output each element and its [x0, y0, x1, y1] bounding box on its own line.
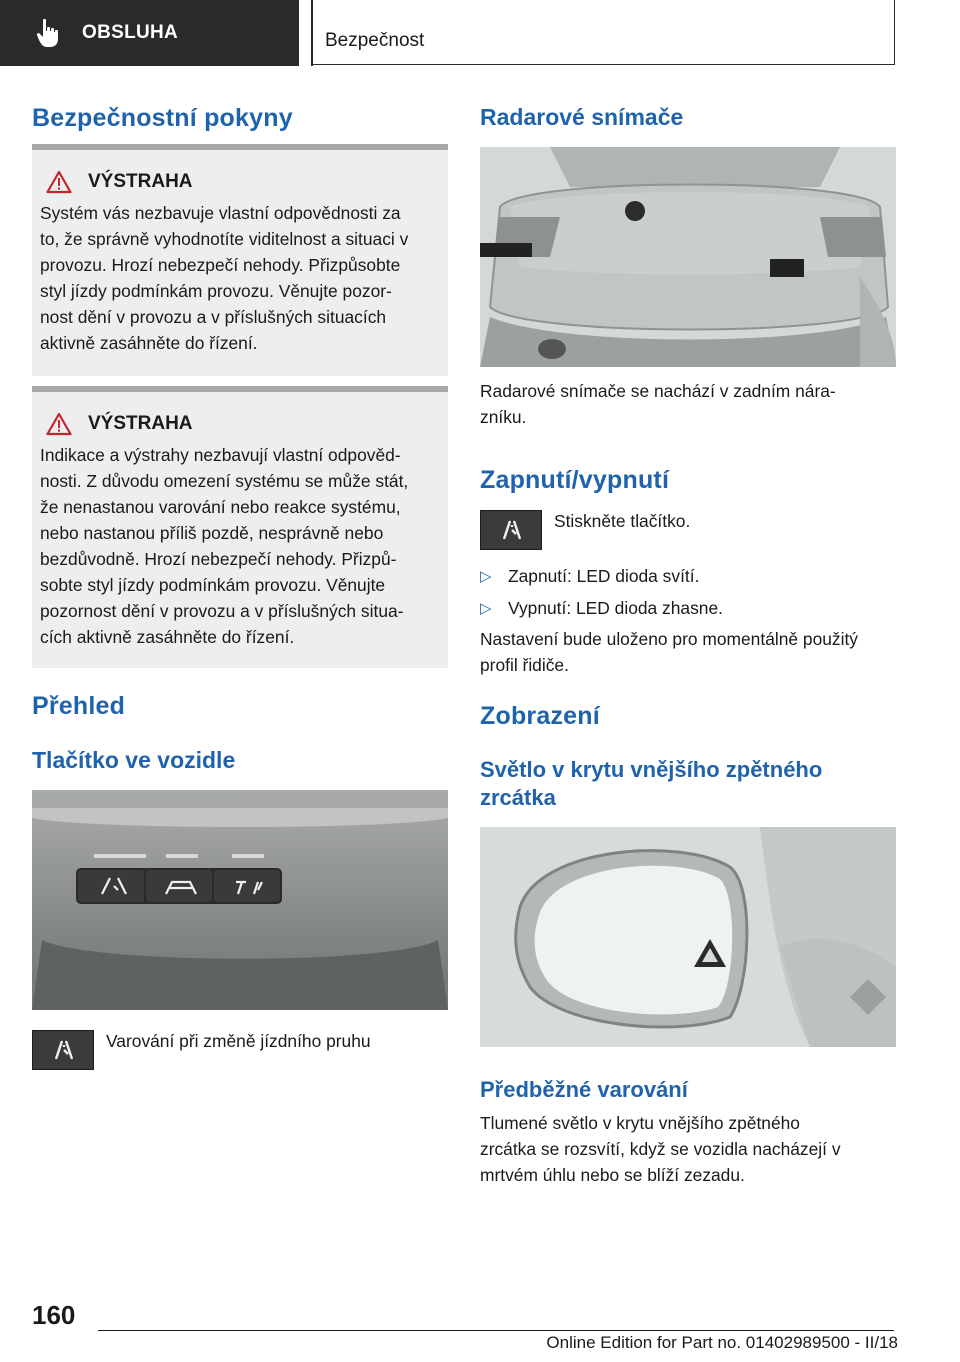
chapter-tab	[311, 0, 895, 65]
warning-title: VÝSTRAHA	[88, 171, 193, 192]
car-rear-image	[480, 147, 896, 367]
prewarn-text: Tlumené světlo v krytu vnějšího zpětného zrcátka se rozsvítí, když se vozidla nacházejí v mrtvém úhlu nebo se blíží zezadu.	[480, 1113, 841, 1185]
mirror-image	[480, 827, 896, 1047]
lane-change-warning-button[interactable]	[480, 510, 542, 550]
bullet-triangle-icon: ▷	[480, 568, 492, 585]
chapter-divider	[311, 0, 313, 66]
warning-triangle-icon	[46, 170, 72, 194]
profile-note: Nastavení bude uloženo pro momentálně použitý profil řidiče.	[480, 629, 859, 675]
warning-text: Systém vás nezbavuje vlastní odpovědnosti za to, že správně vyhodnotíte viditelnost a situaci v provozu. Hrozí nebezpečí nehody. Přizpůsobte styl jízdy podmínkám provozu. Věnujte pozor‐ nost dění v provozu a v příslušných situacích aktivně zasáhněte do řízení.	[40, 203, 409, 353]
bullet-triangle-icon: ▷	[480, 600, 492, 617]
lane-change-warning-icon	[53, 1039, 75, 1061]
warning-box-2	[32, 386, 448, 668]
list-item: ▷ Vypnutí: LED dioda zhasne.	[480, 595, 723, 622]
edition-text: Online Edition for Part no. 01402989500 - II/18	[546, 1333, 898, 1352]
mirror-illustration	[480, 827, 896, 1047]
page-footer	[0, 1290, 960, 1362]
button-heading: Tlačítko ve vozidle	[32, 747, 236, 773]
onoff-caption: Stiskněte tlačítko.	[554, 511, 691, 531]
section-tab	[0, 0, 299, 66]
chapter-label: Bezpečnost	[325, 30, 425, 51]
section-label: OBSLUHA	[82, 22, 179, 43]
warning-text: Indikace a výstrahy nezbavují vlastní odpověd‐ nosti. Z důvodu omezení systému se může stát, že nenastanou varování nebo reakce systému, nebo nastanou příliš pozdě, nesprávně nebo bezdůvodně. Hrozí nebezpečí nehody. Přizpů‐ sobte styl jízdy podmínkám provozu. Věnujte pozornost dění v provozu a v příslušných situa‐ cích aktivně zasáhněte do řízení.	[40, 445, 409, 647]
display-heading: Zobrazení	[480, 702, 600, 730]
button-panel-image	[32, 790, 448, 1010]
button-caption: Varování při změně jízdního pruhu	[106, 1031, 371, 1051]
page-number: 160	[32, 1300, 76, 1330]
warning-triangle-icon	[46, 412, 72, 436]
footer-rule	[98, 1330, 894, 1331]
warning-box-1	[32, 144, 448, 376]
safety-heading: Bezpečnostní pokyny	[32, 104, 293, 132]
prewarn-heading: Předběžné varování	[480, 1077, 688, 1102]
button-panel-illustration	[32, 790, 448, 1010]
lane-change-warning-button[interactable]	[32, 1030, 94, 1070]
radar-text: Radarové snímače se nachází v zadním nára‐ zníku.	[480, 381, 836, 427]
mirror-heading: Světlo v krytu vnějšího zpětného zrcátka	[480, 757, 823, 810]
overview-heading: Přehled	[32, 692, 126, 720]
radar-heading: Radarové snímače	[480, 104, 684, 130]
car-rear-illustration	[480, 147, 896, 367]
warning-title: VÝSTRAHA	[88, 413, 193, 434]
onoff-heading: Zapnutí/vypnutí	[480, 466, 670, 494]
list-item: ▷ Zapnutí: LED dioda svítí.	[480, 563, 699, 590]
lane-change-warning-icon	[501, 519, 523, 541]
pointing-hand-icon	[36, 18, 60, 48]
page-header	[0, 0, 960, 66]
